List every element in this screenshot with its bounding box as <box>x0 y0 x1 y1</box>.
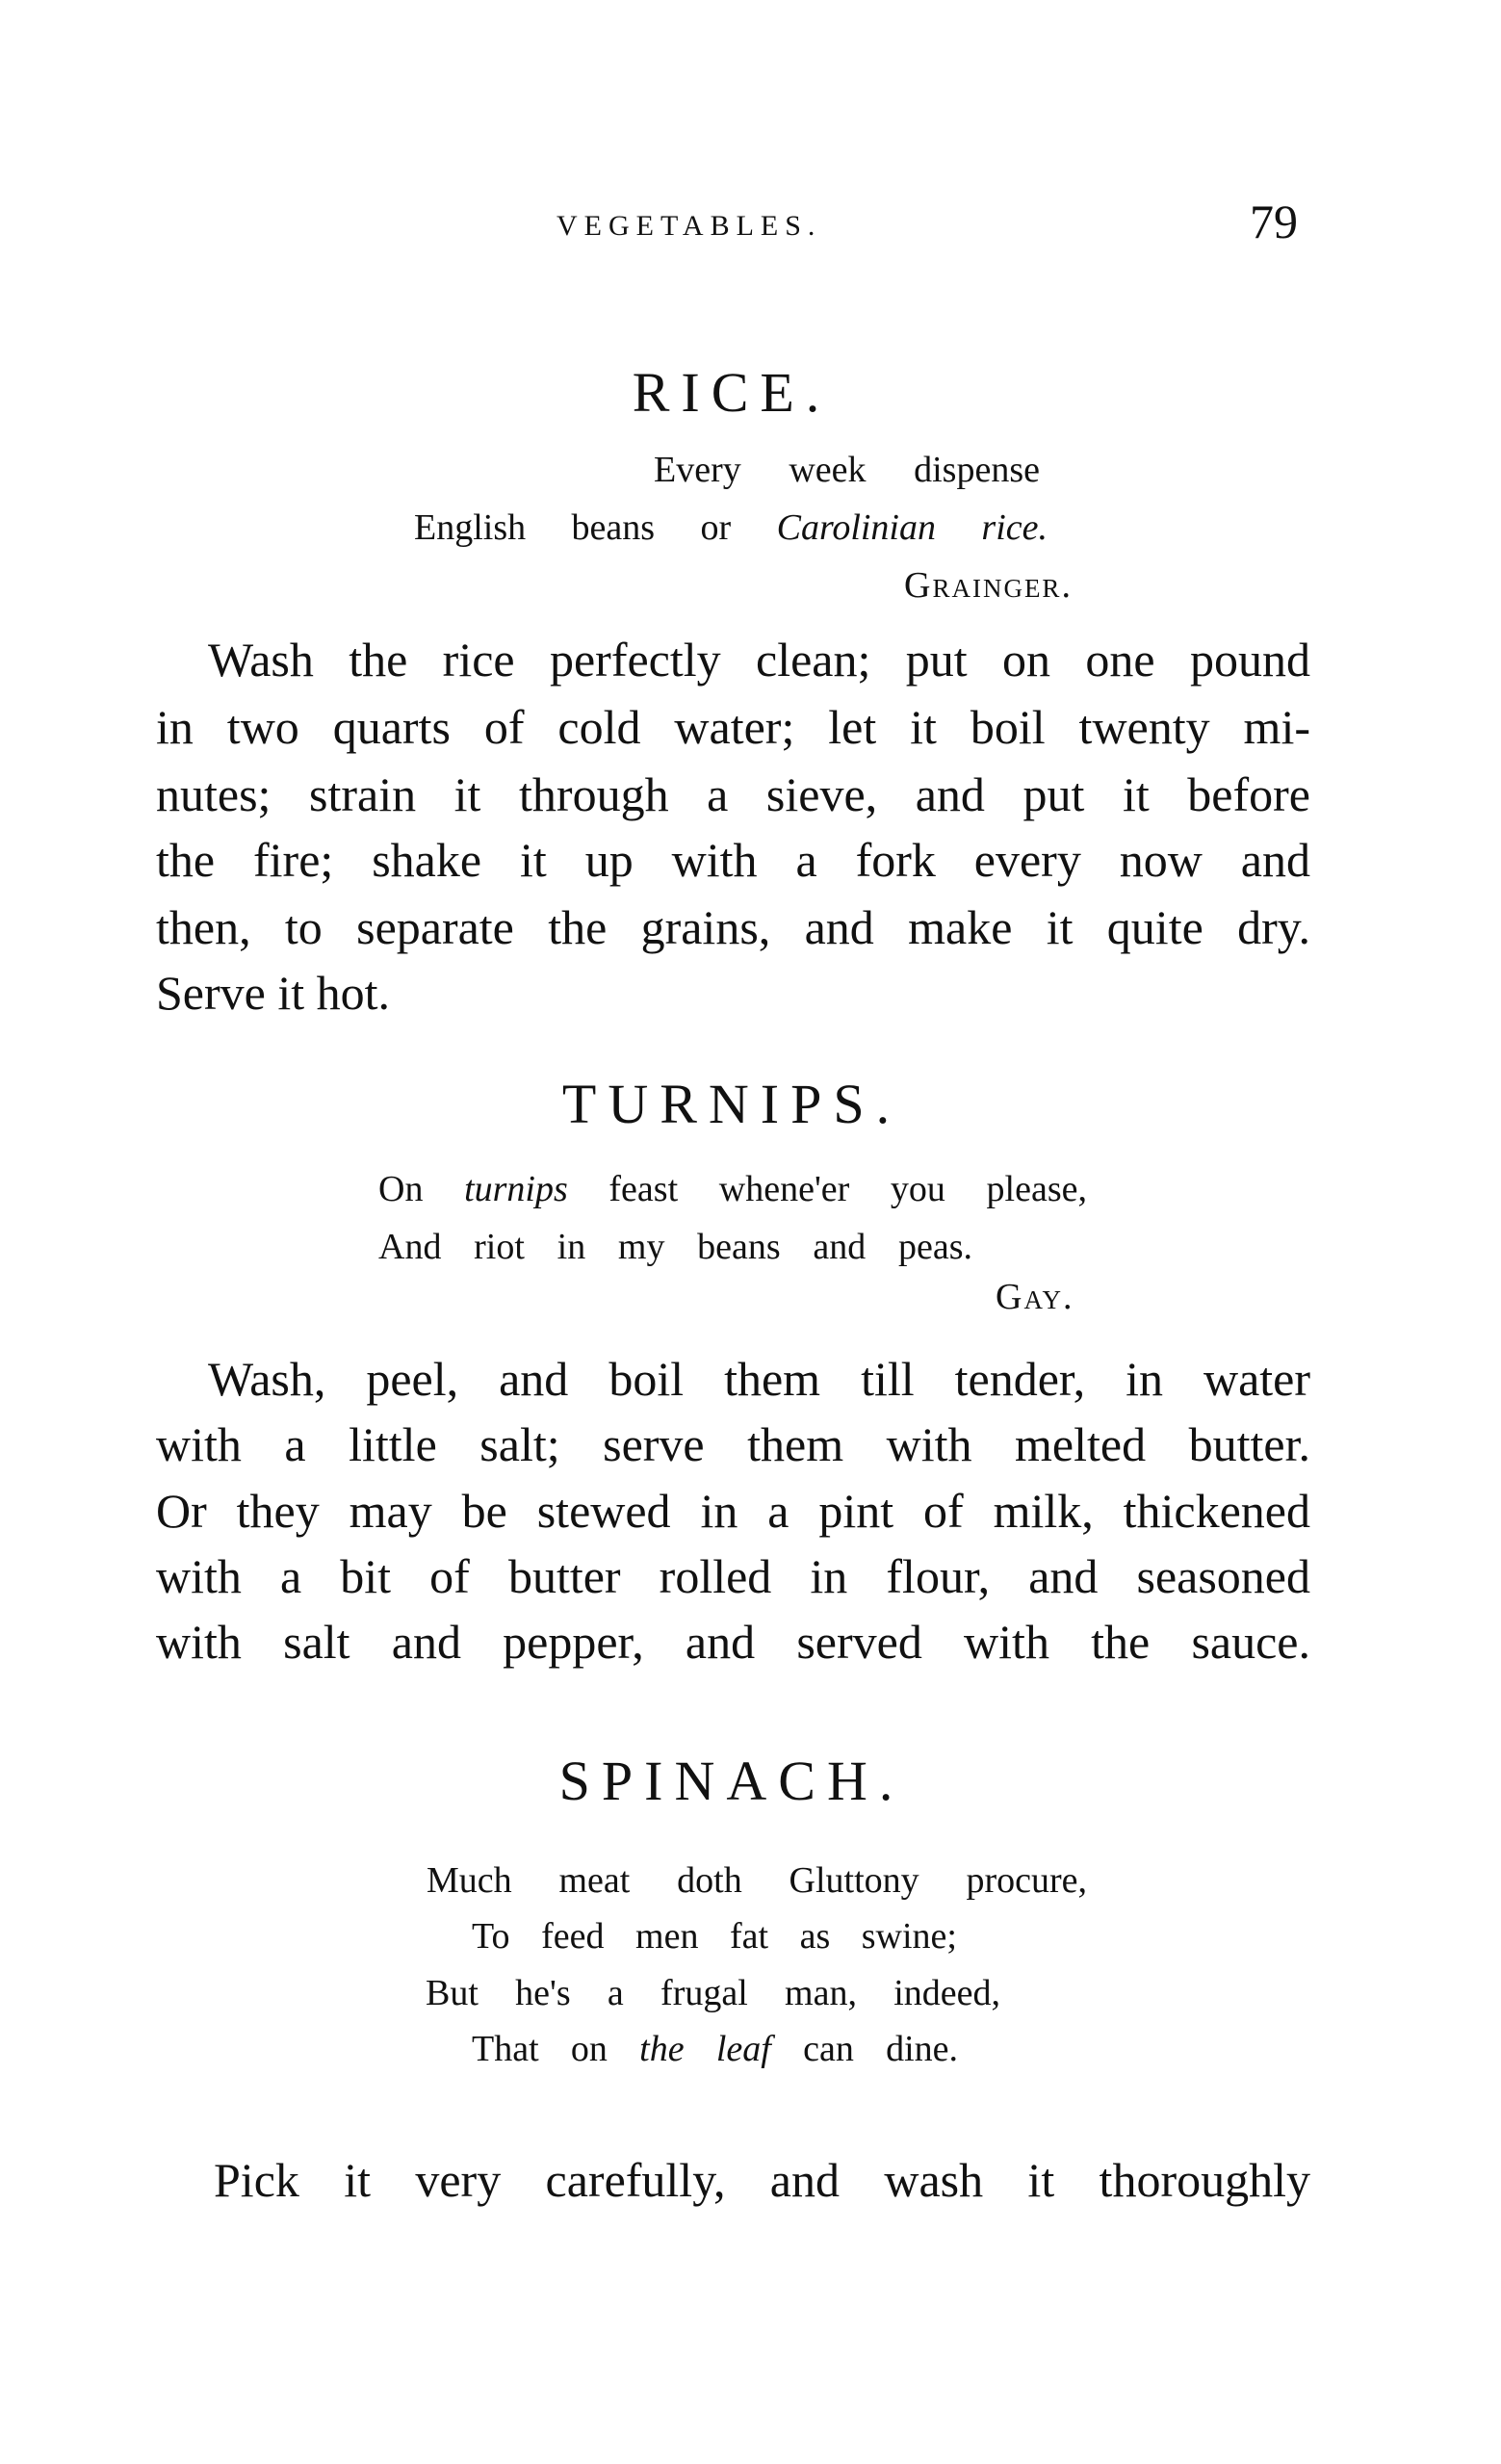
text-segment: feast whene'er you please, <box>567 1169 1087 1209</box>
epigraph-line <box>427 1862 1087 1899</box>
epigraph-attribution: Gay. <box>996 1277 1074 1317</box>
epigraph-line <box>472 1918 957 1955</box>
body-line: with a bit of butter rolled in flour, and seasoned <box>156 1549 1310 1603</box>
section-title: RICE. <box>632 361 832 424</box>
epigraph-line <box>472 2031 958 2067</box>
italic-text: Carolinian rice. <box>776 507 1048 548</box>
text-segment: That on <box>472 2029 640 2069</box>
body-line: with a little salt; serve them with melted butter. <box>156 1417 1310 1471</box>
epigraph-line <box>654 452 1040 488</box>
epigraph-line <box>378 1171 1087 1207</box>
running-title: VEGETABLES. <box>556 210 822 242</box>
section-title: SPINACH. <box>558 1750 905 1812</box>
epigraph-attribution: Grainger. <box>904 565 1073 606</box>
body-line: then, to separate the grains, and make it quite dry. <box>156 900 1310 954</box>
text-segment: To feed men fat as swine; <box>472 1916 957 1957</box>
italic-text: the leaf <box>639 2029 771 2069</box>
body-line: Wash the rice perfectly clean; put on one pound <box>208 633 1310 687</box>
page-number: 79 <box>1250 195 1298 248</box>
body-line: with salt and pepper, and served with the sauce. <box>156 1615 1310 1669</box>
body-line: Serve it hot. <box>156 966 391 1020</box>
text-segment: English beans or <box>414 507 777 548</box>
body-line: Or they may be stewed in a pint of milk, thickened <box>156 1484 1310 1538</box>
body-line: nutes; strain it through a sieve, and put it before <box>156 767 1310 821</box>
text-segment: Every week dispense <box>654 450 1040 490</box>
text-segment: On <box>378 1169 465 1209</box>
body-line: the fire; shake it up with a fork every now and <box>156 833 1310 887</box>
body-line: Pick it very carefully, and wash it thoroughly <box>214 2153 1310 2207</box>
body-line: in two quarts of cold water; let it boil twenty mi- <box>156 700 1310 754</box>
epigraph-line <box>378 1229 972 1265</box>
text-segment: But he's a frugal man, indeed, <box>426 1973 1000 2013</box>
text-segment: Much meat doth Gluttony procure, <box>427 1860 1087 1901</box>
section-title: TURNIPS. <box>561 1073 902 1135</box>
epigraph-line <box>426 1975 1000 2011</box>
italic-text: turnips <box>464 1169 568 1209</box>
epigraph-line <box>414 509 1048 546</box>
text-segment: And riot in my beans and peas. <box>378 1227 972 1267</box>
text-segment: can dine. <box>770 2029 959 2069</box>
body-line: Wash, peel, and boil them till tender, in water <box>208 1352 1310 1406</box>
